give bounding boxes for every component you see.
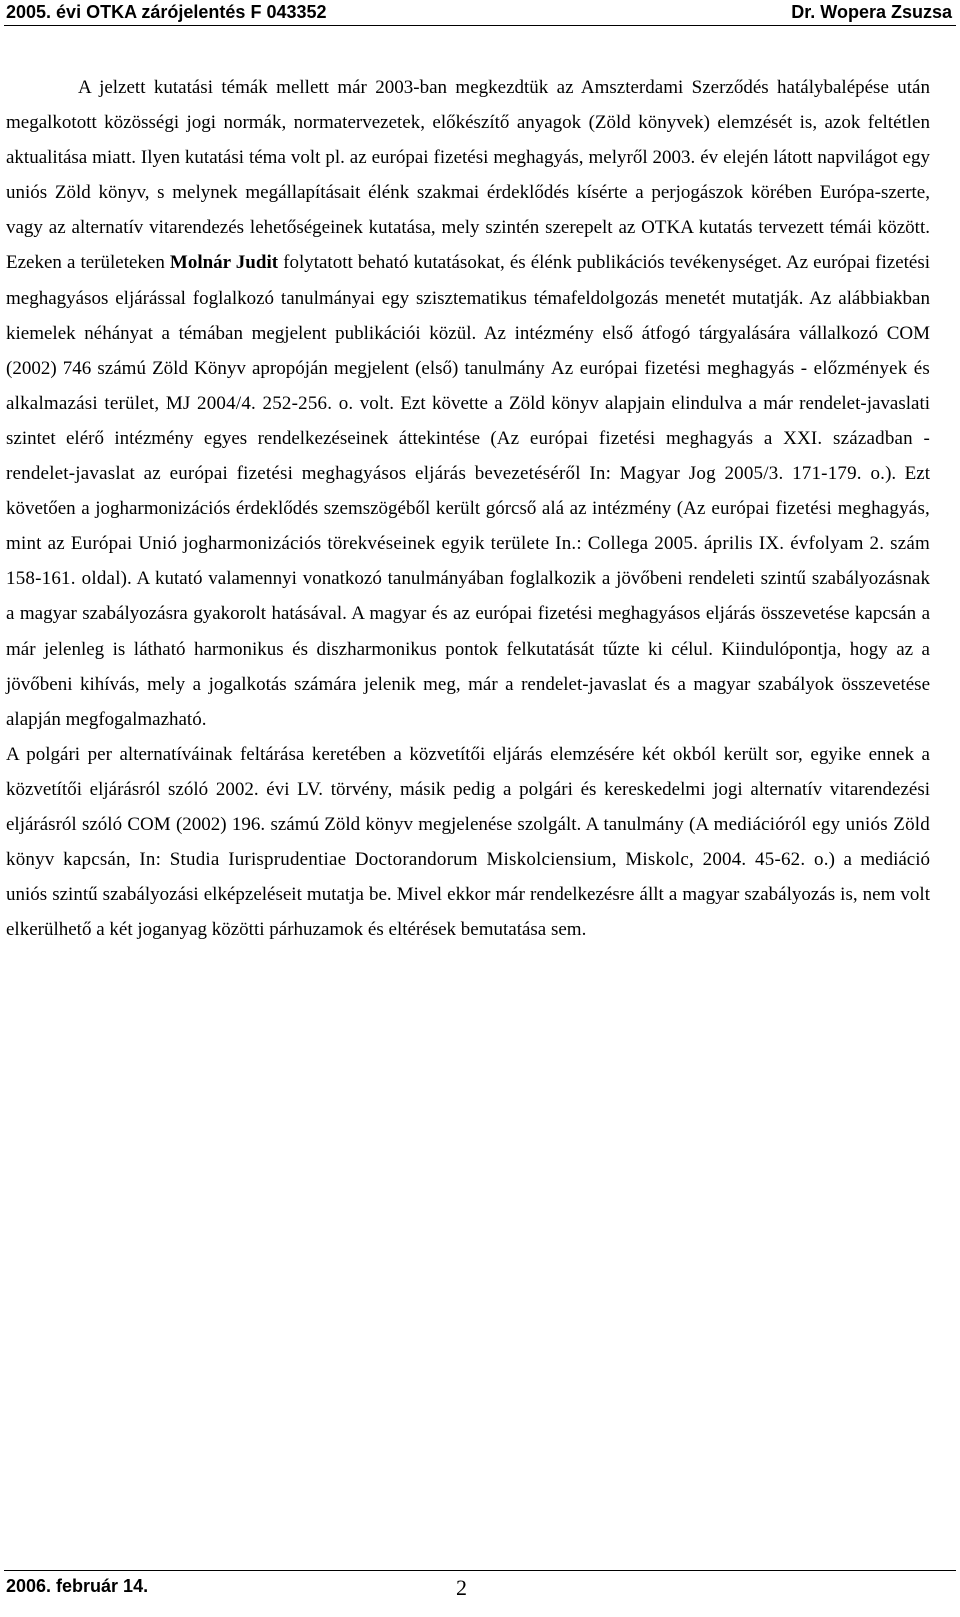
paragraph-1 [6, 70, 930, 737]
paragraph-1-text-a: A jelzett kutatási témák mellett már 2003-ban megkezdtük az Amszterdami Szerződés hatálybalépése után megalkotott közösségi jogi normák, normatervezetek, előkészítő anyagok (Zöld könyvek) elemzését is, azok feltétlen aktualitása miatt. Ilyen kutatási téma volt pl. az európai fizetési meghagyás, melyről 2003. év elején látott napvilágot egy uniós Zöld könyv, s melynek megállapításait élénk szakmai érdeklődés kísérte a perjogászok körében Európa-szerte, vagy az alternatív vitarendezés lehetőségeinek kutatása, mely szintén szerepelt az OTKA kutatás tervezett témái között. Ezeken a területeken [6, 77, 930, 274]
publication-title-4: A mediációról egy uniós Zöld könyv kapcsán, In: Studia Iurisprudentiae Doctorandorum Miskolciensium, Miskolc, 2004. 45-62. o. [6, 813, 930, 871]
paragraph-1-text-h: ). A kutató valamennyi vonatkozó tanulmányában foglalkozik a jövőbeni rendeleti szintű szabályozásnak a magyar szabályozásra gyakorolt hatásával. A magyar és az európai fizetési meghagyásos eljárás összevetése kapcsán a már jelenleg is látható harmonikus és diszharmonikus pontok felkutatását tűzte ki célul. Kiindulópontja, hogy az a jövőbeni kihívás, mely a jogalkotás számára jelenik meg, már a rendelet-javaslat és a magyar szabályok összevetése alapján megfogalmazható. [6, 568, 930, 730]
researcher-name: Molnár Judit [169, 252, 279, 274]
page-number: 2 [456, 1575, 467, 1600]
report-title: 2005. évi OTKA zárójelentés F 043352 [6, 2, 327, 22]
paragraph-1-text-b: folytatott beható kutatásokat, és élénk publikációs tevékenységet. Az európai fizetési meghagyásos eljárással foglalkozó tanulmányai egy szisztematikus témafeldolgozás menetét mutatják. Az alábbiakban kiemelek néhányat a témában megjelent publikációi közül. Az intézmény első átfogó tárgyalására vállalkozó COM (2002) 746 számú Zöld Könyv apropóján megjelent (első) tanulmány [6, 252, 931, 379]
paragraph-1-text-f: ). Ezt követően a jogharmonizációs érdeklődés szemszögéből került górcső alá az intézmény ( [6, 463, 930, 520]
publication-title-3: Az európai fizetési meghagyás, mint az Európai Unió jogharmonizációs törekvéseinek egyik területe In.: Collega 2005. április IX. évfolyam 2. szám 158-161. oldal [6, 498, 930, 590]
paragraph-2-text-c: ) a mediáció uniós szintű szabályozási elképzeléseit mutatja be. Mivel ekkor már rendelkezésre állt a magyar szabályozás is, nem volt elkerülhető a két joganyag közötti párhuzamok és eltérések bemutatása sem. [6, 849, 930, 941]
footer-divider [4, 1570, 956, 1571]
paragraph-2 [6, 737, 930, 948]
document-body [6, 70, 930, 947]
author-name: Dr. Wopera Zsuzsa [791, 2, 952, 22]
header-divider [4, 25, 956, 26]
paragraph-2-text-a: A polgári per alternatíváinak feltárása keretében a közvetítői eljárás elemzésére két okból került sor, egyike ennek a közvetítői eljárásról szóló 2002. évi LV. törvény, másik pedig a polgári és kereskedelmi jogi alternatív vitarendezési eljárásról szóló COM (2002) 196. számú Zöld könyv megjelenése szolgált. A tanulmány ( [6, 743, 930, 835]
publication-title-2: Az európai fizetési meghagyás a XXI. században - rendelet-javaslat az európai fizetési meghagyásos eljárás bevezetéséről In: Magyar Jog 2005/3. 171-179. o. [6, 427, 930, 485]
footer-date: 2006. február 14. [6, 1576, 149, 1596]
page-header [0, 0, 960, 27]
publication-title-1: Az európai fizetési meghagyás - előzmények és alkalmazási terület, MJ 2004/4. 252-256. o. [6, 357, 930, 414]
paragraph-1-text-d: volt. Ezt követte a Zöld könyv alapjain elindulva a már rendelet-javaslati szintet elérő intézmény egyes rendelkezéseinek áttekintése ( [6, 392, 930, 449]
